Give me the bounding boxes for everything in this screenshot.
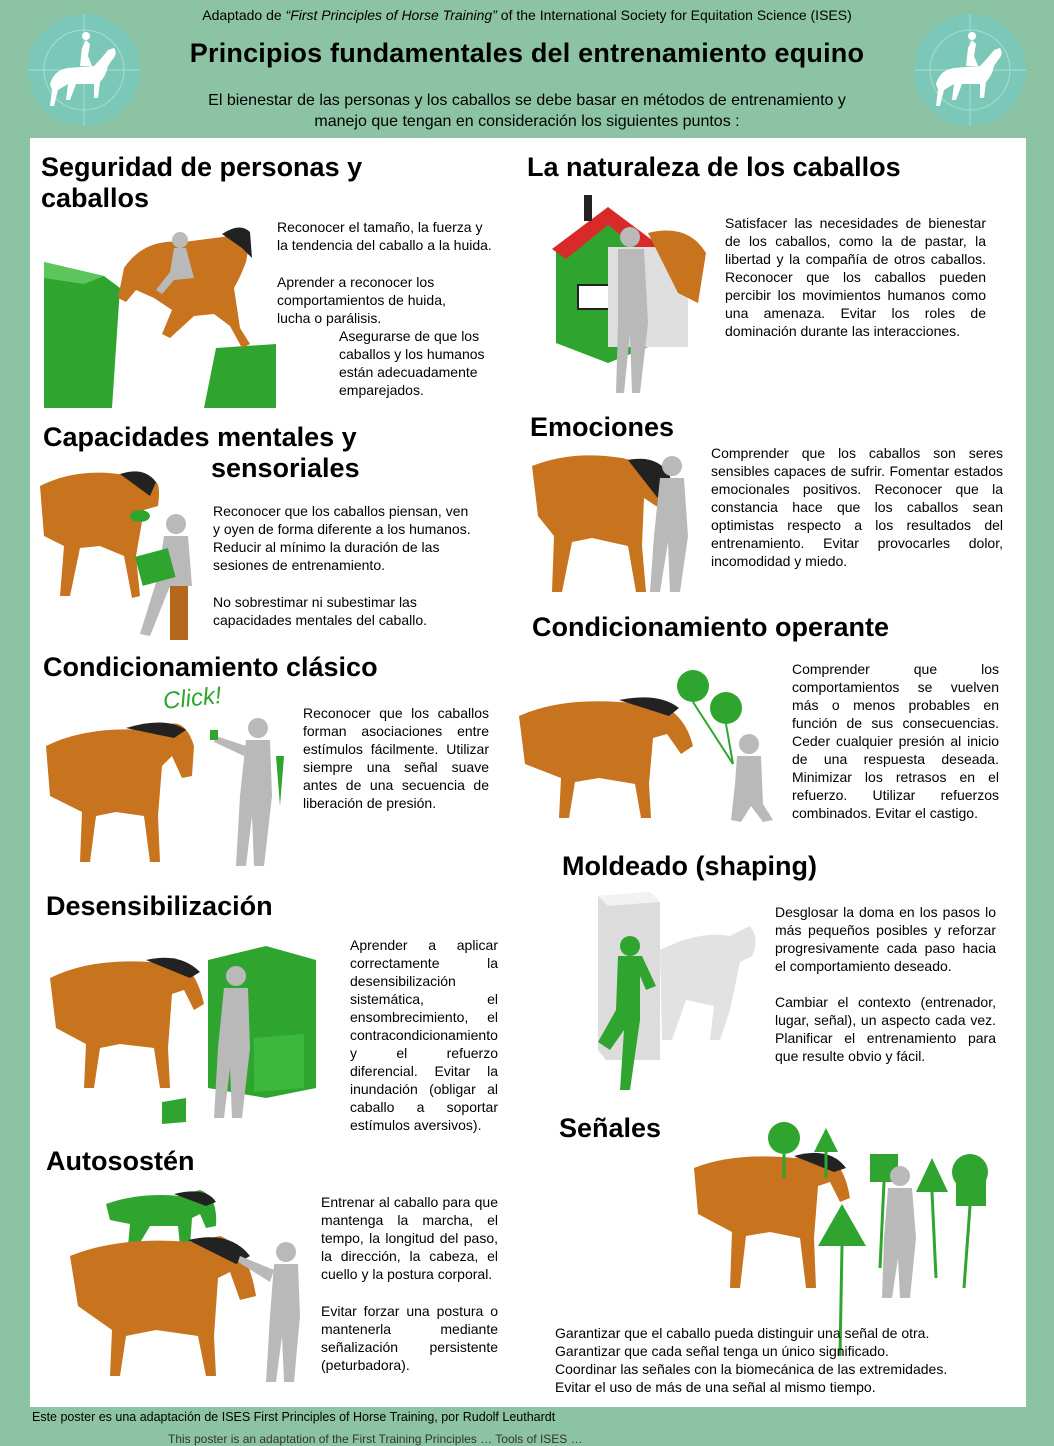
senales-line: Evitar el uso de más de una señal al mismo tiempo.	[555, 1379, 876, 1395]
attribution-suffix: of the International Society for Equitation Science (ISES)	[496, 7, 852, 23]
section-title-moldeado: Moldeado (shaping)	[562, 851, 817, 881]
horse-signals-illustration	[694, 1118, 994, 1358]
section-title-emociones: Emociones	[530, 412, 675, 442]
text-autososten-a: Entrenar al caballo para que mantenga la marcha, el tempo, la longitud del paso, la dirección, la cabeza, el cuello y la postura corporal.	[321, 1194, 498, 1282]
horse-balloons-illustration	[519, 664, 779, 824]
title-line: Seguridad de personas y	[41, 152, 363, 182]
section-title-clasico: Condicionamiento clásico	[43, 652, 378, 682]
text-seguridad-b: Aprender a reconocer los comportamientos de huida, lucha o parálisis.	[277, 274, 446, 326]
poster-header	[0, 0, 1054, 138]
horse-embrace-illustration	[532, 446, 702, 596]
text-moldeado-a: Desglosar la doma en los pasos lo más pequeños posibles y reforzar progresivamente cada paso hacia el comportamiento deseado.	[775, 904, 996, 974]
title-line: sensoriales	[211, 453, 360, 483]
senales-line: Garantizar que cada señal tenga un único significado.	[555, 1343, 889, 1359]
horse-cliff-illustration	[44, 218, 276, 408]
horse-stacked-illustration	[70, 1186, 306, 1382]
text-clasico: Reconocer que los caballos forman asociaciones entre estímulos fácilmente. Utilizar siempre una señal suave antes de una secuencia de liberación de presión.	[303, 705, 489, 811]
click-label: Click!	[161, 682, 223, 715]
title-line: caballos	[41, 183, 150, 213]
footer-credit: Este poster es una adaptación de ISES First Principles of Horse Training, por Rudolf Leuthardt	[32, 1410, 556, 1424]
text-senales	[555, 1324, 1009, 1396]
text-desensibilizacion: Aprender a aplicar correctamente la desensibilización sistemática, el ensombrecimiento, el contracondicionamiento y el refuerzo diferencial. Evitar la inundación (obligar al caballo a soportar estímulos aversivos).	[350, 937, 498, 1133]
horse-rider-logo-icon	[28, 14, 140, 126]
section-title-senales: Señales	[559, 1113, 662, 1143]
attribution-line	[0, 7, 1054, 23]
section-title-naturaleza: La naturaleza de los caballos	[527, 152, 901, 182]
text-capacidades-b: No sobrestimar ni subestimar las capacidades mentales del caballo.	[213, 594, 428, 628]
senales-line: Coordinar las señales con la biomecánica de las extremidades.	[555, 1361, 948, 1377]
intro-line: manejo que tengan en consideración los siguientes puntos :	[314, 113, 740, 130]
title-line: Capacidades mentales y	[43, 422, 357, 452]
section-title-operante: Condicionamiento operante	[532, 612, 890, 642]
text-autososten-b: Evitar forzar una postura o mantenerla mediante señalización persistente (peturbadora).	[321, 1303, 498, 1373]
footer-cutoff-text: This poster is an adaptation of the First Training Principles … Tools of ISES …	[168, 1432, 583, 1446]
stable-person-illustration	[548, 193, 718, 403]
text-emociones: Comprender que los caballos son seres sensibles capaces de sufrir. Fomentar estados emocionales positivos. Reconocer que la constancia hace que los caballos sean optimistas respecto a los resultados del entrenamiento. Evitar provocarles dolor, incomodidad y miedo.	[711, 445, 1003, 569]
attribution-prefix: Adaptado de	[202, 7, 286, 23]
attribution-work: “First Principles of Horse Training”	[285, 7, 497, 23]
horse-seated-person-illustration	[40, 466, 200, 652]
text-seguridad-a: Reconocer el tamaño, la fuerza y la tendencia del caballo a la huida.	[277, 219, 492, 253]
section-title-seguridad	[41, 152, 362, 214]
text-operante: Comprender que los comportamientos se vuelven más o menos probables en función de sus consecuencias. Ceder cualquier presión al inicio de una respuesta deseada. Minimizar los retrasos en el refuerzo. Utilizar refuerzos combinados. Evitar el castigo.	[792, 661, 999, 821]
intro-text	[170, 90, 884, 132]
page-title: Principios fundamentales del entrenamiento equino	[189, 38, 865, 68]
text-moldeado-b: Cambiar el contexto (entrenador, lugar, señal), un aspecto cada vez. Planificar el entrenamiento para que resulte obvio y fácil.	[775, 994, 996, 1064]
horse-clicker-illustration	[46, 716, 296, 876]
text-capacidades-a: Reconocer que los caballos piensan, ven y oyen de forma diferente a los humanos. Reducir al mínimo la duración de las sesiones de entrenamiento.	[213, 503, 471, 573]
senales-line: Garantizar que el caballo pueda distinguir una señal de otra.	[555, 1325, 930, 1341]
horse-rider-logo-icon	[914, 14, 1026, 126]
sculptor-horse-illustration	[590, 890, 762, 1090]
intro-line: El bienestar de las personas y los caballos se debe basar en métodos de entrenamiento y	[208, 92, 846, 109]
section-title-autososten: Autosostén	[46, 1146, 195, 1176]
text-naturaleza: Satisfacer las necesidades de bienestar de los caballos, como la de pastar, la libertad y la compañía de otros caballos. Reconocer que los caballos pueden percibir los movimientos humanos como una amenaza. Evitar los roles de dominación durante las interacciones.	[725, 215, 986, 339]
text-seguridad-c: Asegurarse de que los caballos y los humanos están adecuadamente emparejados.	[339, 328, 485, 398]
horse-boxes-illustration	[50, 938, 318, 1128]
section-title-desensibilizacion: Desensibilización	[46, 891, 273, 921]
